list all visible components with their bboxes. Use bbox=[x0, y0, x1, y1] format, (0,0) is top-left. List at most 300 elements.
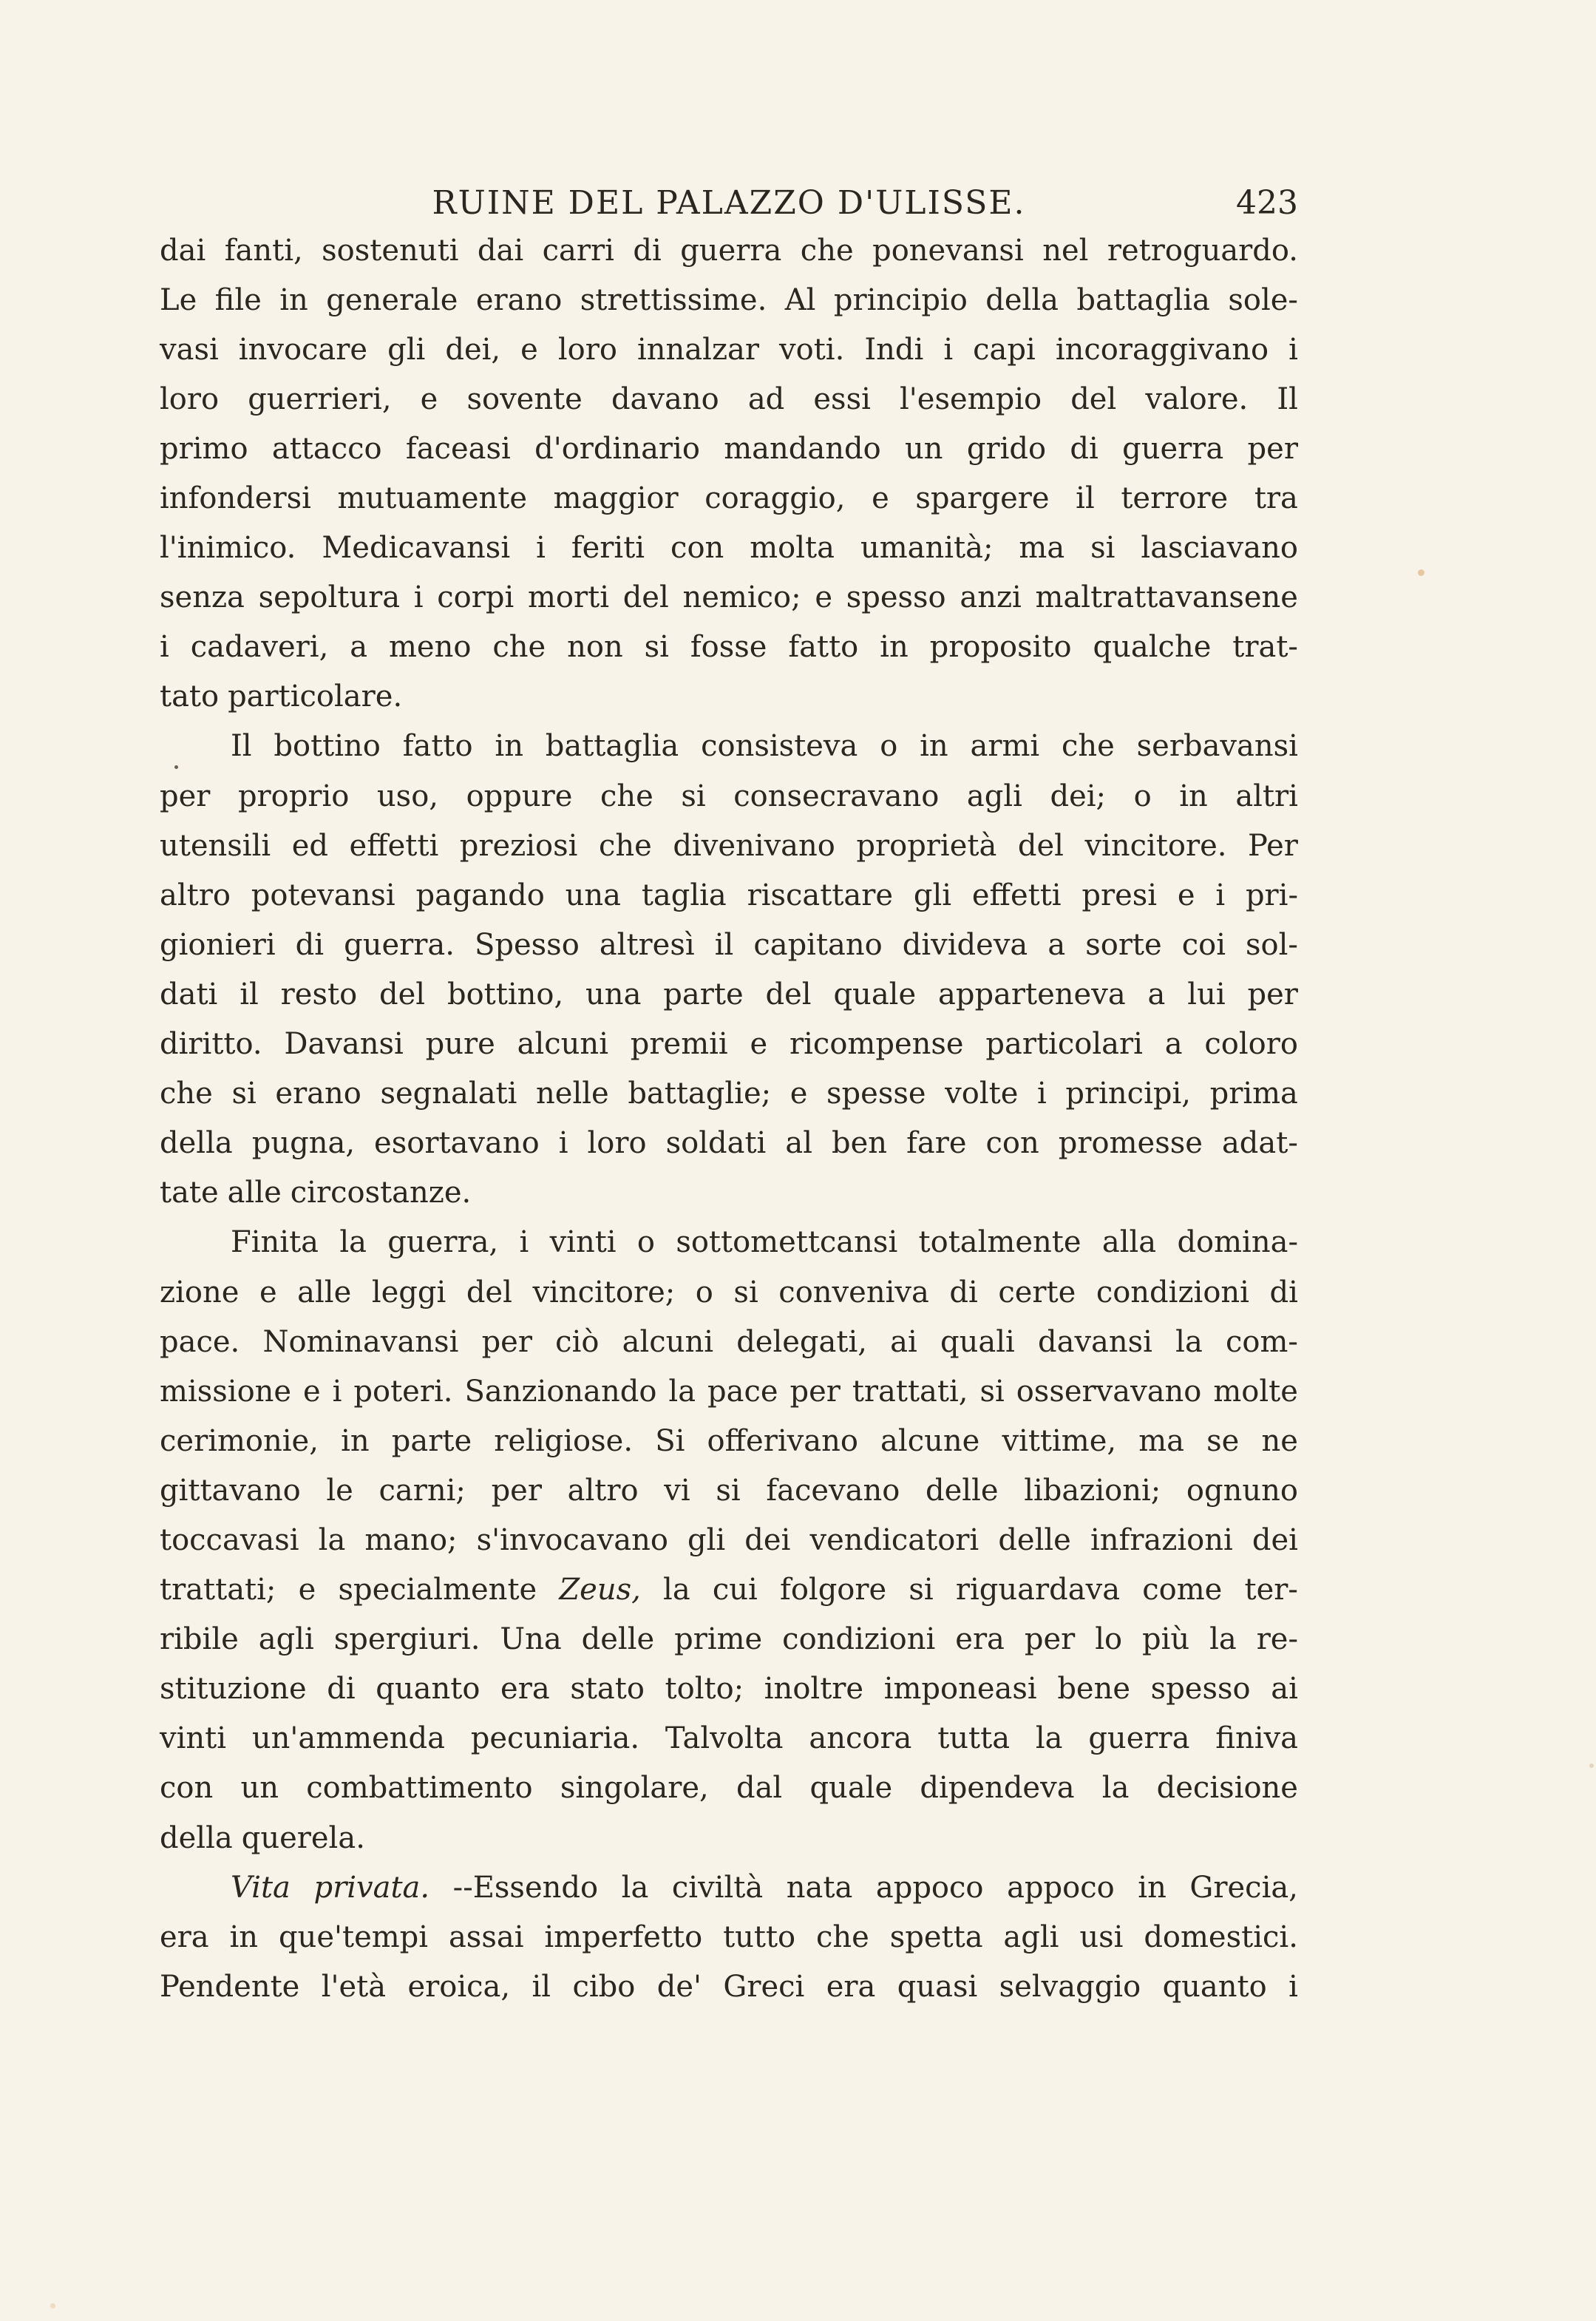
word: i bbox=[1215, 878, 1226, 912]
word: potevansi bbox=[251, 878, 395, 912]
word: diritto. bbox=[160, 1027, 262, 1062]
word: stituzione bbox=[160, 1672, 307, 1707]
word: i bbox=[1036, 1077, 1047, 1111]
word: particolare. bbox=[228, 680, 403, 714]
word: proprietà bbox=[856, 828, 997, 863]
word: imperfetto bbox=[544, 1920, 703, 1954]
word: missione bbox=[160, 1374, 292, 1409]
word: molta bbox=[750, 531, 835, 566]
word: senza bbox=[160, 580, 245, 615]
word: vincitore; bbox=[532, 1275, 676, 1309]
word: cibo bbox=[572, 1969, 636, 2004]
word: combattimento bbox=[306, 1771, 533, 1806]
word: trattati, bbox=[852, 1374, 968, 1409]
word: dati bbox=[160, 977, 218, 1012]
word: pri- bbox=[1245, 878, 1298, 912]
word: per bbox=[491, 1473, 542, 1508]
word: apparteneva bbox=[938, 977, 1126, 1012]
word: sottomettcansi bbox=[676, 1225, 898, 1260]
word: grido bbox=[966, 431, 1047, 466]
word: infrazioni bbox=[1090, 1522, 1233, 1557]
word: ed bbox=[291, 828, 328, 863]
word: si bbox=[733, 1275, 758, 1309]
word: di bbox=[1070, 431, 1098, 466]
word: Grecia, bbox=[1189, 1870, 1298, 1905]
word: re- bbox=[1256, 1622, 1298, 1657]
word: effetti bbox=[349, 828, 439, 863]
word: non bbox=[567, 630, 623, 665]
text-line bbox=[160, 325, 1298, 374]
word: ne bbox=[1261, 1423, 1298, 1458]
word: a bbox=[350, 630, 368, 665]
word: offerivano bbox=[707, 1423, 858, 1458]
word: domestici. bbox=[1144, 1920, 1298, 1954]
word: cadaveri, bbox=[190, 630, 329, 665]
word: si bbox=[681, 779, 706, 813]
word: finiva bbox=[1215, 1721, 1298, 1756]
word: i bbox=[413, 580, 424, 615]
foxing-spot bbox=[50, 2303, 55, 2308]
word: vasi bbox=[160, 332, 219, 367]
word: che bbox=[492, 630, 546, 665]
word: consecravano bbox=[733, 779, 940, 813]
word: al bbox=[785, 1126, 812, 1161]
word: guerra bbox=[1088, 1721, 1190, 1756]
word: ribile bbox=[160, 1622, 239, 1657]
word: era bbox=[955, 1622, 1005, 1657]
word: in bbox=[341, 1423, 370, 1458]
word: che bbox=[160, 1077, 213, 1111]
text-line bbox=[160, 1763, 1298, 1813]
word: particolari bbox=[985, 1027, 1143, 1062]
running-head bbox=[160, 181, 1298, 226]
word: folgore bbox=[780, 1573, 887, 1607]
foxing-spot bbox=[174, 765, 178, 769]
text-line bbox=[160, 722, 1298, 771]
word: sepoltura bbox=[258, 580, 401, 615]
word: Nominavansi bbox=[262, 1324, 459, 1359]
word: condizioni bbox=[782, 1622, 936, 1657]
word: ma bbox=[1138, 1423, 1185, 1458]
word: conveniva bbox=[778, 1275, 929, 1309]
word: toccavasi bbox=[160, 1522, 299, 1557]
word: Greci bbox=[723, 1969, 805, 2004]
word: capitano bbox=[753, 927, 883, 962]
word: trat- bbox=[1232, 630, 1298, 665]
word: i bbox=[943, 332, 954, 367]
word: alle bbox=[227, 1176, 282, 1210]
word: ricompense bbox=[789, 1027, 964, 1062]
word: proposito bbox=[929, 630, 1072, 665]
word: voti. bbox=[779, 332, 845, 367]
word: effetti bbox=[971, 878, 1062, 912]
word: bottino bbox=[274, 729, 381, 764]
word: attacco bbox=[271, 431, 382, 466]
word: il bbox=[532, 1969, 551, 2004]
word: con bbox=[670, 531, 724, 566]
word: meno bbox=[388, 630, 472, 665]
word: ai bbox=[1271, 1672, 1298, 1707]
word: ponevansi bbox=[872, 233, 1024, 268]
text-line bbox=[160, 771, 1298, 821]
word: assai bbox=[448, 1920, 524, 1954]
word: quanto bbox=[1162, 1969, 1267, 2004]
word: taglia bbox=[641, 878, 727, 912]
word: si bbox=[1090, 531, 1115, 566]
word: facevano bbox=[766, 1473, 900, 1508]
word: corpi bbox=[437, 580, 515, 615]
word: s'invocavano bbox=[476, 1522, 668, 1557]
word: la bbox=[318, 1522, 346, 1557]
word: dei bbox=[1252, 1522, 1298, 1557]
word: ai bbox=[890, 1324, 917, 1359]
word: spesse bbox=[826, 1077, 926, 1111]
text-line bbox=[160, 969, 1298, 1019]
word: poteri. bbox=[353, 1374, 453, 1409]
word: guerrieri, bbox=[248, 382, 392, 416]
word: in bbox=[880, 630, 909, 665]
word: Le bbox=[160, 282, 197, 317]
word: retroguardo. bbox=[1107, 233, 1298, 268]
word: cerimonie, bbox=[160, 1423, 319, 1458]
word: anzi bbox=[960, 580, 1022, 615]
word: divenivano bbox=[673, 828, 835, 863]
text-line bbox=[160, 1416, 1298, 1466]
word: sostenuti bbox=[322, 233, 459, 268]
word: guerra bbox=[680, 233, 782, 268]
word: un bbox=[240, 1771, 279, 1806]
word: vendicatori bbox=[809, 1522, 979, 1557]
word: Sanzionando bbox=[464, 1374, 657, 1409]
word: principi, bbox=[1065, 1077, 1191, 1111]
word: riscattare bbox=[747, 878, 894, 912]
word: a bbox=[1164, 1027, 1183, 1062]
word: molte bbox=[1213, 1374, 1298, 1409]
word: generale bbox=[326, 282, 458, 317]
word: totalmente bbox=[918, 1225, 1081, 1260]
word: per bbox=[160, 779, 211, 813]
word: --Essendo bbox=[452, 1870, 599, 1905]
word: che bbox=[1062, 729, 1115, 764]
word: vinti bbox=[549, 1225, 617, 1260]
foxing-spot bbox=[1589, 1763, 1594, 1768]
word: battaglia bbox=[545, 729, 679, 764]
word: appoco bbox=[875, 1870, 984, 1905]
word: fatto bbox=[788, 630, 859, 665]
word: era bbox=[826, 1969, 876, 2004]
word: Spesso bbox=[474, 927, 580, 962]
word: Talvolta bbox=[665, 1721, 784, 1756]
word: volte bbox=[945, 1077, 1019, 1111]
word: davansi bbox=[1037, 1324, 1152, 1359]
word: Al bbox=[784, 282, 816, 317]
word: di bbox=[949, 1275, 978, 1309]
word: singolare, bbox=[560, 1771, 709, 1806]
word: che bbox=[598, 828, 652, 863]
word: guerra, bbox=[387, 1225, 499, 1260]
word: file bbox=[214, 282, 262, 317]
word: e bbox=[298, 1573, 316, 1607]
word: erano bbox=[275, 1077, 361, 1111]
word: quale bbox=[833, 977, 917, 1012]
word: nata bbox=[786, 1870, 853, 1905]
word: parte bbox=[663, 977, 744, 1012]
word: che bbox=[800, 233, 854, 268]
word: mutuamente bbox=[337, 481, 528, 516]
word: privata. bbox=[313, 1870, 430, 1905]
page-number: 423 bbox=[1236, 184, 1298, 222]
word: tra bbox=[1254, 481, 1298, 516]
word: del bbox=[466, 1275, 512, 1309]
word: essi bbox=[813, 382, 871, 416]
word: coloro bbox=[1204, 1027, 1298, 1062]
word: del bbox=[622, 580, 669, 615]
word: religiose. bbox=[494, 1423, 634, 1458]
word: il bbox=[240, 977, 259, 1012]
word: tolto; bbox=[665, 1672, 744, 1707]
word: Per bbox=[1248, 828, 1298, 863]
word: Medicavansi bbox=[322, 531, 511, 566]
text-line bbox=[160, 1714, 1298, 1763]
word: la bbox=[668, 1374, 696, 1409]
text-line bbox=[160, 1664, 1298, 1714]
text-line bbox=[160, 1020, 1298, 1069]
text-line bbox=[160, 1466, 1298, 1515]
word: di bbox=[327, 1672, 356, 1707]
word: alcuni bbox=[517, 1027, 608, 1062]
body-text bbox=[160, 226, 1298, 2011]
word: qualche bbox=[1093, 630, 1212, 665]
word: resto bbox=[280, 977, 358, 1012]
word: o bbox=[1133, 779, 1152, 813]
word: con bbox=[985, 1126, 1039, 1161]
word: battaglia bbox=[1076, 282, 1210, 317]
word: eroica, bbox=[407, 1969, 511, 2004]
word: agli bbox=[966, 779, 1022, 813]
word: i bbox=[536, 531, 546, 566]
word: osservavano bbox=[1016, 1374, 1202, 1409]
word: invocare bbox=[238, 332, 368, 367]
word: domina- bbox=[1177, 1225, 1298, 1260]
word: ciò bbox=[555, 1324, 600, 1359]
word: capi bbox=[973, 332, 1036, 367]
text-line bbox=[160, 424, 1298, 473]
word: vittime, bbox=[1002, 1423, 1117, 1458]
word: come bbox=[1142, 1573, 1223, 1607]
word: una bbox=[565, 878, 622, 912]
word: e bbox=[1177, 878, 1195, 912]
word: fosse bbox=[690, 630, 767, 665]
word: bene bbox=[1057, 1672, 1131, 1707]
word: della bbox=[985, 282, 1059, 317]
text-line bbox=[160, 1069, 1298, 1119]
word: appoco bbox=[1007, 1870, 1115, 1905]
word: e bbox=[789, 1077, 808, 1111]
word: alcuni bbox=[622, 1324, 713, 1359]
word: altri bbox=[1235, 779, 1298, 813]
word: si bbox=[716, 1473, 741, 1508]
word: pecuniaria. bbox=[470, 1721, 640, 1756]
word: infondersi bbox=[160, 481, 311, 516]
word: la bbox=[1175, 1324, 1203, 1359]
foxing-spot bbox=[1418, 569, 1424, 576]
word: gli bbox=[913, 878, 952, 912]
word: dal bbox=[736, 1771, 783, 1806]
word: terrore bbox=[1121, 481, 1229, 516]
word: in bbox=[495, 729, 523, 764]
word: i bbox=[1288, 332, 1298, 367]
word: usi bbox=[1079, 1920, 1124, 1954]
text-line bbox=[160, 1912, 1298, 1962]
word: il bbox=[1076, 481, 1095, 516]
word: del bbox=[379, 977, 426, 1012]
word: maltrattavansene bbox=[1035, 580, 1298, 615]
word: pace bbox=[707, 1374, 778, 1409]
word: che bbox=[816, 1920, 869, 1954]
word: se bbox=[1206, 1423, 1240, 1458]
word: e bbox=[520, 332, 538, 367]
word: circostanze. bbox=[290, 1176, 472, 1210]
word: tato bbox=[160, 680, 220, 714]
word: primo bbox=[160, 431, 248, 466]
word: civiltà bbox=[671, 1870, 764, 1905]
word: premii bbox=[630, 1027, 728, 1062]
word: leggi bbox=[371, 1275, 446, 1309]
word: incoraggivano bbox=[1055, 332, 1269, 367]
word: loro bbox=[587, 1126, 647, 1161]
word: o bbox=[636, 1225, 655, 1260]
word: una bbox=[585, 977, 642, 1012]
word: preziosi bbox=[459, 828, 578, 863]
word: principio bbox=[833, 282, 968, 317]
word: il bbox=[714, 927, 734, 962]
word: in bbox=[920, 729, 948, 764]
text-line bbox=[160, 473, 1298, 523]
word: o bbox=[695, 1275, 713, 1309]
word: sol- bbox=[1246, 927, 1298, 962]
word: delle bbox=[926, 1473, 999, 1508]
word: i bbox=[160, 630, 169, 665]
word: zione bbox=[160, 1275, 240, 1309]
word: ma bbox=[1019, 531, 1065, 566]
word: dei; bbox=[1050, 779, 1107, 813]
word: i bbox=[519, 1225, 529, 1260]
word: dei bbox=[744, 1522, 791, 1557]
word: sovente bbox=[466, 382, 583, 416]
text-line bbox=[160, 524, 1298, 573]
word: pagando bbox=[415, 878, 545, 912]
word: Vita bbox=[231, 1870, 291, 1905]
word: spetta bbox=[889, 1920, 983, 1954]
text-line bbox=[160, 1813, 1298, 1863]
text-line bbox=[160, 1317, 1298, 1366]
word: ad bbox=[747, 382, 785, 416]
word: pugna, bbox=[251, 1126, 356, 1161]
word: loro bbox=[557, 332, 617, 367]
word: per bbox=[1247, 977, 1298, 1012]
word: parte bbox=[391, 1423, 472, 1458]
word: pure bbox=[425, 1027, 495, 1062]
word: e bbox=[420, 382, 438, 416]
word: guerra. bbox=[344, 927, 455, 962]
word: umanità; bbox=[860, 531, 994, 566]
word: quasi bbox=[897, 1969, 978, 2004]
word: lo bbox=[1095, 1622, 1123, 1657]
word: ter- bbox=[1244, 1573, 1298, 1607]
text-line bbox=[160, 1863, 1298, 1912]
text-line bbox=[160, 1267, 1298, 1317]
text-line bbox=[160, 1565, 1298, 1615]
word: Indi bbox=[864, 332, 924, 367]
word: guerra bbox=[1122, 431, 1224, 466]
word: valore. bbox=[1145, 382, 1249, 416]
word: si bbox=[644, 630, 669, 665]
word: nel bbox=[1042, 233, 1089, 268]
text-line bbox=[160, 870, 1298, 920]
word: lasciavano bbox=[1141, 531, 1298, 566]
word: mano; bbox=[364, 1522, 458, 1557]
word: a bbox=[1047, 927, 1066, 962]
word: segnalati bbox=[380, 1077, 517, 1111]
word: fatto bbox=[402, 729, 473, 764]
word: i bbox=[558, 1126, 568, 1161]
word: fanti, bbox=[224, 233, 303, 268]
word: stato bbox=[570, 1672, 645, 1707]
word: di bbox=[295, 927, 325, 962]
word: delle bbox=[581, 1622, 655, 1657]
word: gittavano bbox=[160, 1473, 301, 1508]
word: davano bbox=[611, 382, 719, 416]
word: di bbox=[1269, 1275, 1298, 1309]
word: altro bbox=[567, 1473, 639, 1508]
word: della bbox=[160, 1126, 233, 1161]
word: coi bbox=[1181, 927, 1226, 962]
text-line bbox=[160, 672, 1298, 722]
word: quali bbox=[940, 1324, 1015, 1359]
word: morti bbox=[528, 580, 609, 615]
text-line bbox=[160, 275, 1298, 325]
word: imponeasi bbox=[883, 1672, 1037, 1707]
text-line bbox=[160, 374, 1298, 424]
word: vinti bbox=[160, 1721, 227, 1756]
word: un'ammenda bbox=[251, 1721, 445, 1756]
word: oppure bbox=[466, 779, 573, 813]
word: divideva bbox=[902, 927, 1028, 962]
word: bottino, bbox=[446, 977, 564, 1012]
word: fare bbox=[906, 1126, 967, 1161]
word: consisteva bbox=[701, 729, 858, 764]
word: del bbox=[1070, 382, 1117, 416]
word: spargere bbox=[915, 481, 1050, 516]
word: serbavansi bbox=[1136, 729, 1298, 764]
word: agli bbox=[1003, 1920, 1059, 1954]
word: i bbox=[332, 1374, 342, 1409]
word: più bbox=[1142, 1622, 1190, 1657]
word: sorte bbox=[1085, 927, 1162, 962]
word: ognuno bbox=[1186, 1473, 1298, 1508]
word: e bbox=[872, 481, 889, 516]
word: pace. bbox=[160, 1324, 240, 1359]
word: quanto bbox=[376, 1672, 481, 1707]
word: altro bbox=[160, 878, 231, 912]
word: delle bbox=[998, 1522, 1071, 1557]
word: inoltre bbox=[764, 1672, 864, 1707]
word: delegati, bbox=[736, 1324, 867, 1359]
word: per bbox=[1024, 1622, 1076, 1657]
word: trattati; bbox=[160, 1573, 276, 1607]
word: in bbox=[1138, 1870, 1167, 1905]
word: utensili bbox=[160, 828, 271, 863]
